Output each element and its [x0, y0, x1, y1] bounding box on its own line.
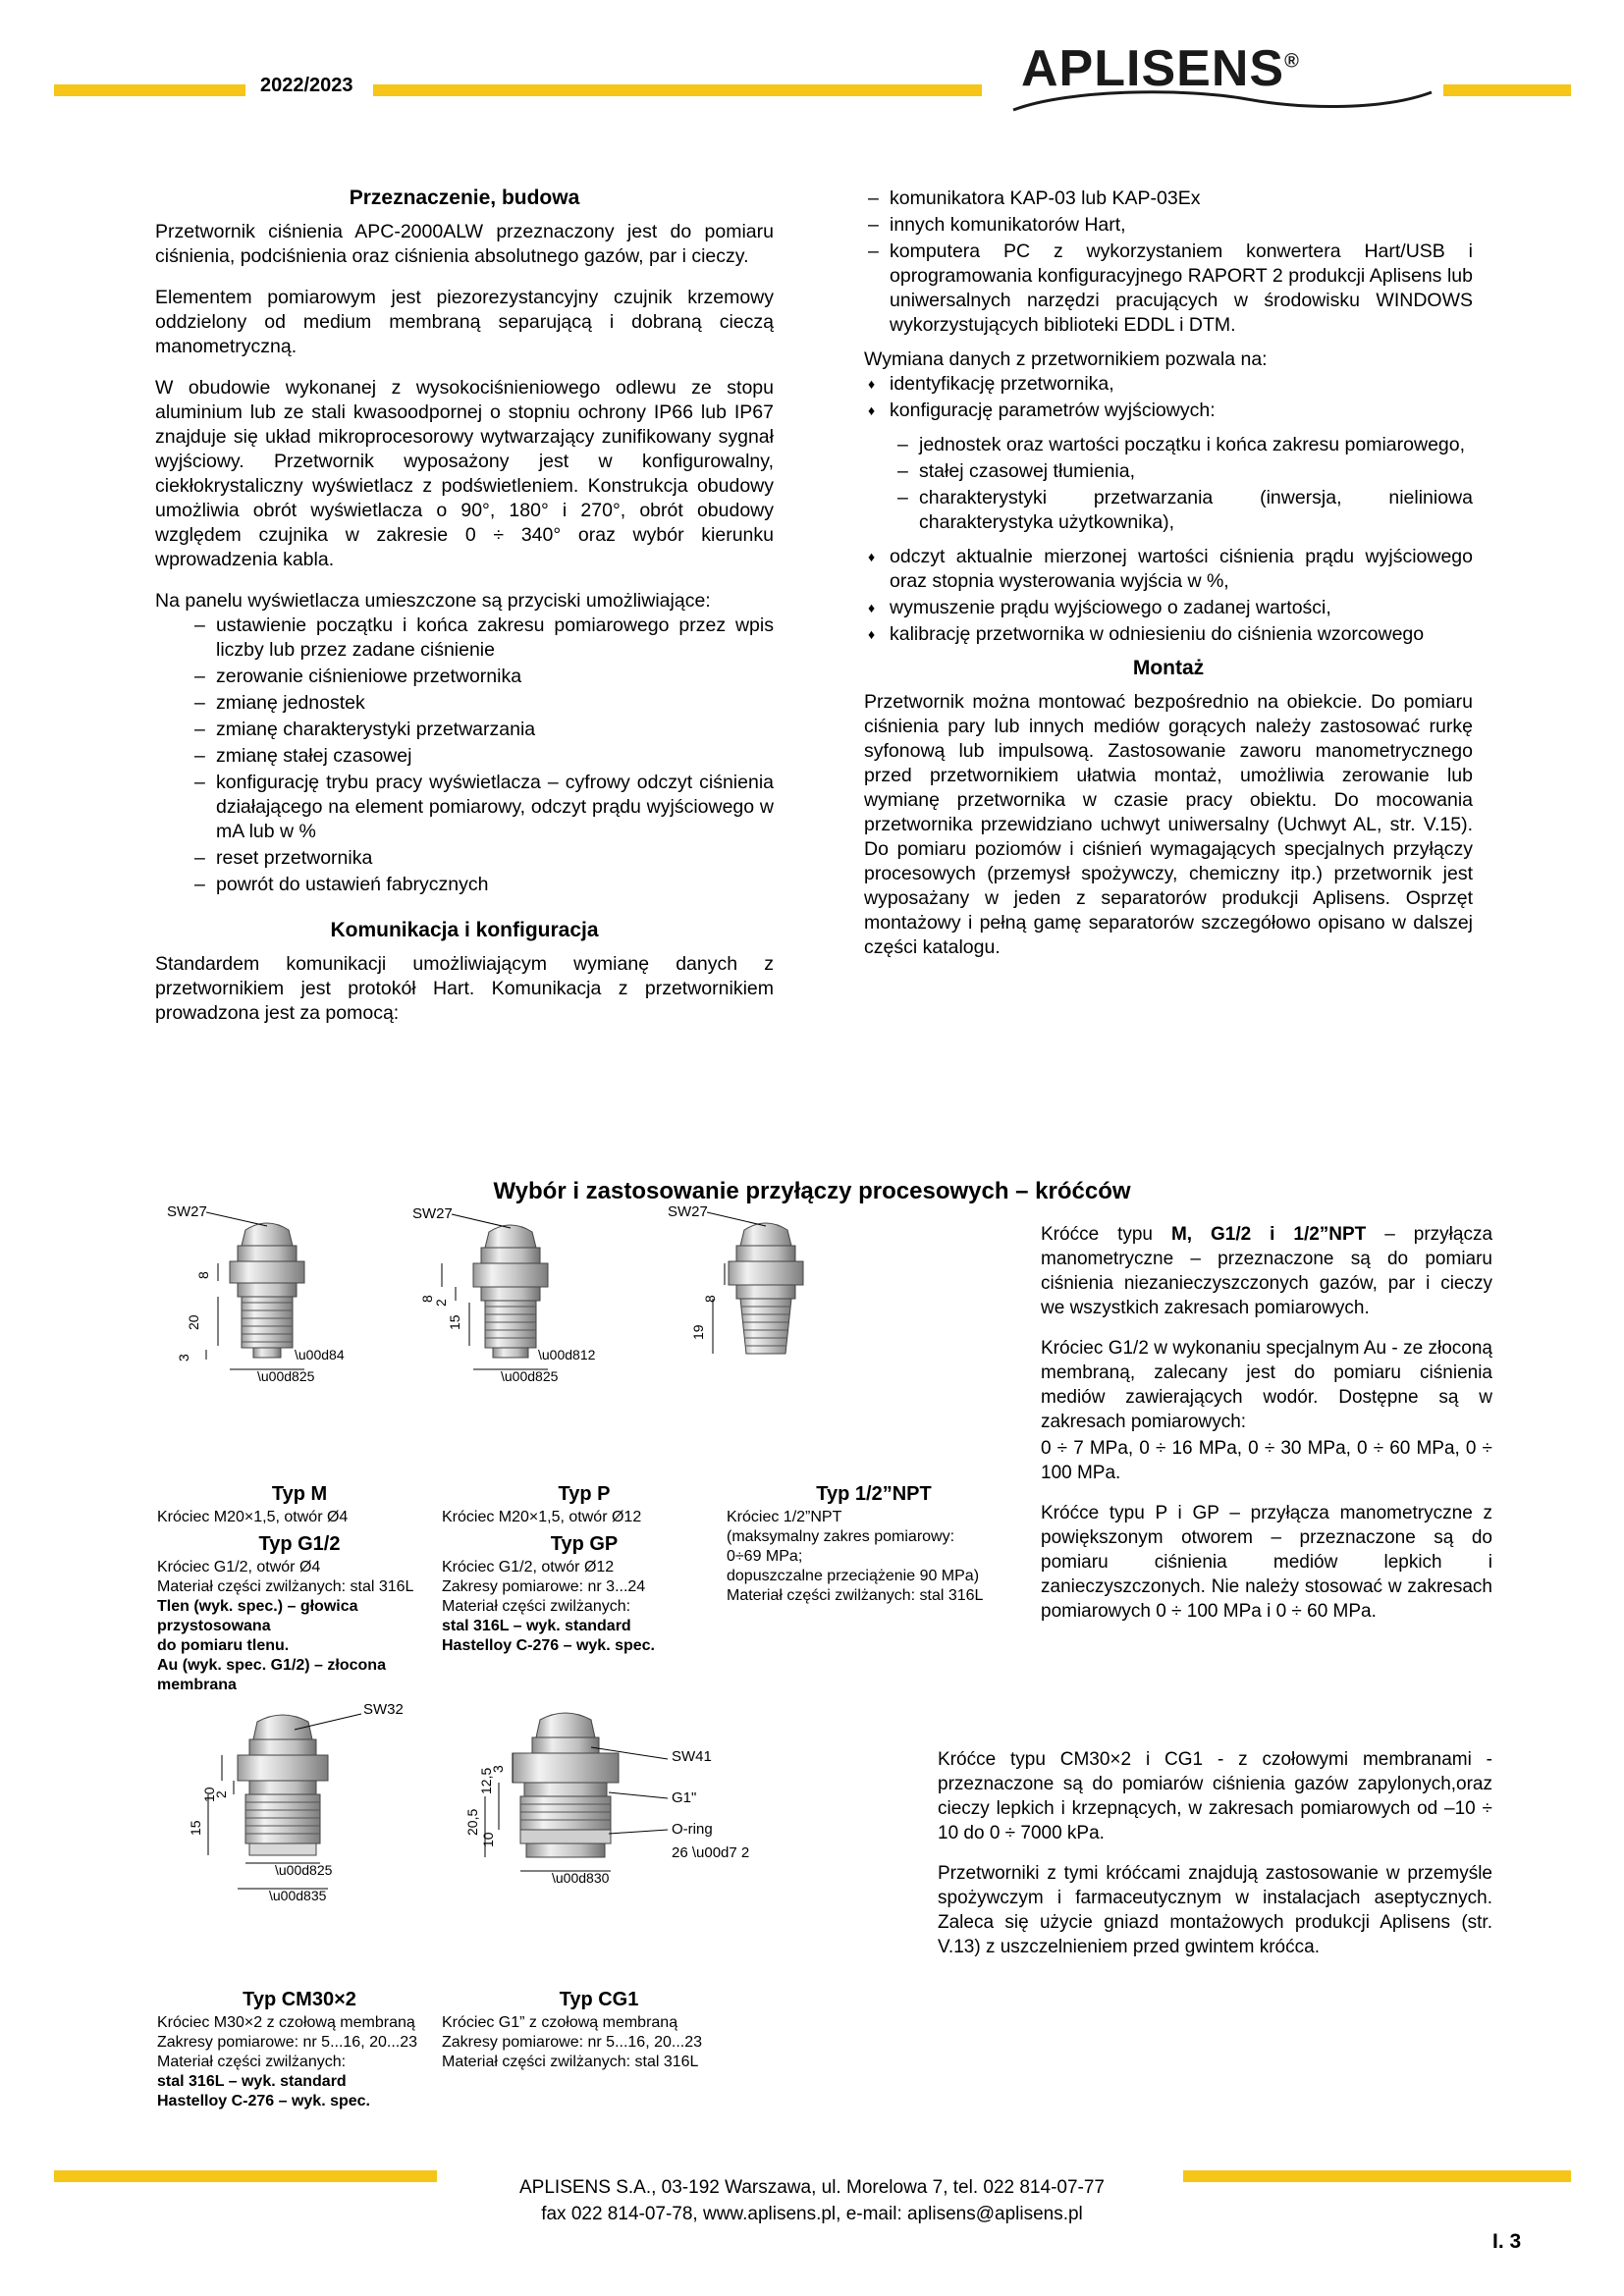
- drawing-typ-m: [167, 1203, 345, 1384]
- paragraph-data-exchange: Wymiana danych z przetwornikiem pozwala na:: [864, 348, 1268, 370]
- figure-title-typ-m: Typ M: [271, 1483, 328, 1505]
- dim-d25-fig4: \u00d825: [275, 1862, 333, 1878]
- dim-3-fig1: 3: [176, 1354, 191, 1362]
- side-text-connections-2: [938, 1747, 1492, 1975]
- dim-205-fig5: 20,5: [464, 1808, 480, 1836]
- figure-caption-line: dopuszczalne przeciążenie 90 MPa): [727, 1568, 980, 1584]
- label-sw41: SW41: [672, 1748, 712, 1765]
- paragraph-side2-1: Króćce typu CM30×2 i CG1 - z czołowymi membranami - przeznaczone są do pomiarów ciśnienia gazów zapylonych,oraz cieczy lepkich i krzepnących, w zakresach pomiarowych od –10 ÷ 10 do 0 ÷ 7000 kPa.: [938, 1749, 1492, 1843]
- dim-8-fig2: 8: [419, 1295, 435, 1303]
- figure-title-typ-g12: Typ G1/2: [258, 1533, 341, 1555]
- paragraph-purpose-3: W obudowie wykonanej z wysokociśnieniowego odlewu ze stopu aluminium lub ze stali kwasoodpornej o stopniu ochrony IP66 lub IP67 znajduje się układ mikroprocesorowy wytwarzający zunifikowany sygnał wyjściowy. Przetwornik wyposażony jest w konfigurowalny, ciekłokrystaliczny wyświetlacz z podświetleniem. Konstrukcja obudowy umożliwia obrót wyświetlacza o 90°, 180° i 270°, obrót obudowy względem czujnika w zakresie 0 ÷ 340° oraz wybór kierunku wprowadzenia kabla.: [155, 377, 774, 570]
- list-data-exchange-2: [864, 545, 1473, 647]
- page-number: I. 3: [1492, 2230, 1522, 2253]
- figure-title-typ-p: Typ P: [558, 1483, 611, 1505]
- dim-d35-fig4: \u00d835: [269, 1888, 327, 1903]
- dim-3-fig5: 3: [490, 1765, 506, 1773]
- dim-19-fig3: 19: [690, 1324, 706, 1340]
- figure-caption-line: Zakresy pomiarowe: nr 5...16, 20...23: [442, 2034, 703, 2051]
- paragraph-side-2: Króciec G1/2 w wykonaniu specjalnym Au - ze złoconą membraną, zalecany jest do pomiaru ciśnienia mediów zawierających wodór. Dostępne są w zakresach pomiarowych:: [1041, 1338, 1492, 1432]
- section-title-process-connections: Wybór i zastosowanie przyłączy procesowych – króćców: [493, 1178, 1131, 1204]
- list-item: – konfigurację trybu pracy wyświetlacza – cyfrowy odczyt ciśnienia działającego na element pomiarowy, odczyt prądu wyjściowego w mA lub w %: [190, 771, 774, 844]
- dim-15-fig4: 15: [188, 1820, 203, 1836]
- figure-caption-line: Króciec G1/2, otwór Ø12: [442, 1559, 615, 1575]
- paragraph-montaz: Przetwornik można montować bezpośrednio na obiekcie. Do pomiaru ciśnienia pary lub innych mediów gorących należy zastosować rurkę syfonową lub impulsową. Zastosowanie zaworu manometrycznego przed przetwornikiem ułatwia montaż, umożliwia zerowanie lub wymianę przetwornika w czasie pracy obiektu. Do mocowania przetwornika przewidziano uchwyt uniwersalny (Uchwyt AL, str. V.15). Do pomiaru poziomów i ciśnień wymagających specjalnych przyłączy procesowych (przemysł spożywczy, chemiczny itp.) przetwornik jest wyposażany w jeden z separatorów produkcji Aplisens. Osprzęt montażowy i pełną gamę separatorów szczegółowo opisano w dalszej części katalogu.: [864, 691, 1473, 958]
- logo-swoosh-icon: [1011, 86, 1434, 112]
- list-panel-functions: [190, 614, 774, 897]
- paragraph-side-2b: 0 ÷ 7 MPa, 0 ÷ 16 MPa, 0 ÷ 30 MPa, 0 ÷ 60 MPa, 0 ÷ 100 MPa.: [1041, 1438, 1492, 1483]
- list-item: – reset przetwornika: [190, 846, 774, 871]
- list-item: ♦ identyfikację przetwornika,: [864, 372, 1473, 397]
- list-item: – powrót do ustawień fabrycznych: [190, 873, 774, 897]
- dim-10-fig5: 10: [480, 1832, 496, 1847]
- list-item: – zmianę charakterystyki przetwarzania: [190, 718, 774, 742]
- label-sw27-fig1: SW27: [167, 1203, 207, 1220]
- side-text-connections-1: [1041, 1222, 1492, 1639]
- dim-2-fig4: 2: [213, 1790, 229, 1798]
- footer-line-1: APLISENS S.A., 03-192 Warszawa, ul. Morelowa 7, tel. 022 814-07-77: [519, 2177, 1105, 2198]
- paragraph-side-1: [1041, 1222, 1492, 1320]
- aplisens-logo: [1021, 39, 1434, 108]
- list-item: – stałej czasowej tłumienia,: [893, 459, 1473, 484]
- figure-caption-line: Materiał części zwilżanych: stal 316L: [157, 1578, 414, 1595]
- text-fragment: Króćce typu: [1041, 1224, 1171, 1245]
- figure-caption-line: Króciec M30×2 z czołową membraną: [157, 2014, 415, 2031]
- figure-caption-line: Zakresy pomiarowe: nr 3...24: [442, 1578, 646, 1595]
- header-accent-bar-left: [54, 84, 245, 96]
- label-sw27-fig3: SW27: [668, 1203, 708, 1220]
- dim-8-fig3: 8: [702, 1295, 718, 1303]
- label-g1: G1": [672, 1789, 697, 1806]
- figure-caption-line: Materiał części zwilżanych:: [157, 2054, 347, 2070]
- drawing-typ-p: [412, 1205, 596, 1384]
- list-item: – zmianę stałej czasowej: [190, 744, 774, 769]
- figure-caption-line: Króciec G1/2, otwór Ø4: [157, 1559, 321, 1575]
- list-item: – komunikatora KAP-03 lub KAP-03Ex: [864, 187, 1473, 211]
- figure-caption-line: 0÷69 MPa;: [727, 1548, 803, 1565]
- section-title-communication: Komunikacja i konfiguracja: [330, 919, 599, 941]
- process-connection-drawings-row2: [147, 1701, 933, 1983]
- figure-title-cm30: Typ CM30×2: [243, 1989, 356, 2010]
- list-item: ♦ konfigurację parametrów wyjściowych:: [864, 399, 1473, 423]
- figure-caption-line: Hastelloy C-276 – wyk. spec.: [157, 2093, 370, 2109]
- header-accent-bar-middle: [373, 84, 982, 96]
- figure-title-typ-gp: Typ GP: [550, 1533, 619, 1555]
- text-fragment: – przyłącza manometryczne – przeznaczone są do pomiaru ciśnienia niezanieczyszczonych gazów, par i cieczy we wszystkich zakresach pomiarowych.: [1041, 1224, 1493, 1318]
- figure-caption-line: Króciec G1” z czołową membraną: [442, 2014, 678, 2031]
- dim-10-fig4: 10: [201, 1787, 217, 1802]
- footer-contact: [0, 2174, 1624, 2227]
- dim-20-fig1: 20: [186, 1314, 201, 1330]
- figure-title-typ-npt: Typ 1/2”NPT: [816, 1483, 932, 1505]
- figure-row-1: [147, 1203, 1011, 1693]
- header-accent-bar-right: [1443, 84, 1571, 96]
- figure-caption-typ-m: Króciec M20×1,5, otwór Ø4: [157, 1509, 349, 1525]
- header-year: 2022/2023: [260, 75, 353, 96]
- logo-registered-icon: ®: [1284, 50, 1300, 73]
- list-item: – jednostek oraz wartości początku i końca zakresu pomiarowego,: [893, 433, 1473, 457]
- list-item: ♦ kalibrację przetwornika w odniesieniu do ciśnienia wzorcowego: [864, 622, 1473, 647]
- figure-caption-line: Materiał części zwilżanych: stal 316L: [442, 2054, 699, 2070]
- process-connection-drawings-row1: [147, 1203, 1011, 1477]
- list-item: – komputera PC z wykorzystaniem konwertera Hart/USB i oprogramowania konfiguracyjnego RAPORT 2 produkcji Aplisens lub uniwersalnych narzędzi pracujących w środowisku WINDOWS wykorzystujących biblioteki EDDL i DTM.: [864, 240, 1473, 338]
- list-item: ♦ wymuszenie prądu wyjściowego o zadanej wartości,: [864, 596, 1473, 620]
- section-title-montaz: Montaż: [1132, 657, 1205, 679]
- list-communication-devices: [864, 187, 1473, 338]
- figure-caption-line: Zakresy pomiarowe: nr 5...16, 20...23: [157, 2034, 418, 2051]
- list-item: – zmianę jednostek: [190, 691, 774, 716]
- label-oring: O-ring: [672, 1821, 713, 1838]
- figure-row-2: [147, 1701, 1011, 2120]
- drawing-typ-cg1: [464, 1713, 749, 1886]
- figure-caption-line: stal 316L – wyk. standard: [442, 1618, 631, 1634]
- paragraph-panel-buttons: Na panelu wyświetlacza umieszczone są przyciski umożliwiające:: [155, 590, 711, 612]
- figure-caption-typ-p: Króciec M20×1,5, otwór Ø12: [442, 1509, 642, 1525]
- list-item: – innych komunikatorów Hart,: [864, 213, 1473, 238]
- label-sw27-fig2: SW27: [412, 1205, 453, 1222]
- text-bold-fragment: M, G1/2 i 1/2”NPT: [1170, 1224, 1367, 1245]
- figure-title-cg1: Typ CG1: [559, 1989, 639, 2010]
- dim-15-fig2: 15: [447, 1314, 462, 1330]
- drawing-typ-npt: [668, 1203, 803, 1354]
- section-title-purpose: Przeznaczenie, budowa: [349, 187, 580, 209]
- figure-caption-line: Króciec 1/2”NPT: [727, 1509, 842, 1525]
- list-output-parameters: [893, 433, 1473, 535]
- page-header: [0, 0, 1624, 137]
- dim-d30-fig5: \u00d830: [552, 1870, 610, 1886]
- dim-d12-fig2: \u00d812: [538, 1347, 596, 1362]
- label-sw32: SW32: [363, 1701, 404, 1718]
- left-column: [155, 187, 774, 1042]
- figure-caption-line: stal 316L – wyk. standard: [157, 2073, 347, 2090]
- dim-d25-fig1: \u00d825: [257, 1368, 315, 1384]
- figure-caption-line: do pomiaru tlenu.: [157, 1637, 290, 1654]
- list-item: – charakterystyki przetwarzania (inwersja, nieliniowa charakterystyka użytkownika),: [893, 486, 1473, 535]
- paragraph-purpose-2: Elementem pomiarowym jest piezorezystancyjny czujnik krzemowy oddzielony od medium membraną separującą i dobraną cieczą manometryczną.: [155, 287, 774, 357]
- figure-caption-line: Hastelloy C-276 – wyk. spec.: [442, 1637, 655, 1654]
- dim-2-fig2: 2: [433, 1299, 449, 1307]
- list-data-exchange-1: [864, 372, 1473, 423]
- footer-line-2: fax 022 814-07-78, www.aplisens.pl, e-mail: aplisens@aplisens.pl: [541, 2204, 1083, 2224]
- list-item: – zerowanie ciśnieniowe przetwornika: [190, 665, 774, 689]
- figure-caption-line: Au (wyk. spec. G1/2) – złocona membrana: [157, 1657, 386, 1693]
- figure-caption-line: Materiał części zwilżanych: stal 316L: [727, 1587, 984, 1604]
- list-item: ♦ odczyt aktualnie mierzonej wartości ciśnienia prądu wyjściowego oraz stopnia wysterowania wyjścia w %,: [864, 545, 1473, 594]
- paragraph-purpose-1: Przetwornik ciśnienia APC-2000ALW przeznaczony jest do pomiaru ciśnienia, podciśnienia oraz ciśnienia absolutnego gazów, par i cieczy.: [155, 221, 774, 267]
- figure-caption-line: (maksymalny zakres pomiarowy:: [727, 1528, 955, 1545]
- label-26x2: 26 \u00d7 2: [672, 1844, 750, 1861]
- drawing-typ-cm30: [188, 1701, 404, 1903]
- logo-brand: APLISENS: [1021, 40, 1285, 97]
- dim-d4-fig1: \u00d84: [295, 1347, 345, 1362]
- paragraph-side2-2: Przetworniki z tymi króćcami znajdują zastosowanie w przemyśle spożywczym i farmaceutycznym w instalacjach aseptycznych. Zaleca się użycie gniazd montażowych produkcji Aplisens (str. V.13) z uszczelnieniem przed gwintem króćca.: [938, 1863, 1492, 1957]
- dim-125-fig5: 12,5: [478, 1767, 494, 1794]
- right-column: [864, 187, 1473, 977]
- figure-caption-line: Tlen (wyk. spec.) – głowica przystosowana: [157, 1598, 358, 1634]
- dim-d25-fig2: \u00d825: [501, 1368, 559, 1384]
- paragraph-side-3: Króćce typu P i GP – przyłącza manometryczne z powiększonym otworem – przeznaczone są do pomiaru ciśnienia mediów lepkich i zanieczyszczonych. Nie należy stosować w zakresach pomiarowych 0 ÷ 100 MPa i 0 ÷ 60 MPa.: [1041, 1503, 1492, 1622]
- paragraph-communication: Standardem komunikacji umożliwiającym wymianę danych z przetwornikiem jest protokół Hart. Komunikacja z przetwornikiem prowadzona jest za pomocą:: [155, 953, 774, 1024]
- dim-8-fig1: 8: [195, 1271, 211, 1279]
- figure-caption-line: Materiał części zwilżanych:: [442, 1598, 631, 1615]
- list-item: – ustawienie początku i końca zakresu pomiarowego przez wpis liczby lub przez zadane ciśnienie: [190, 614, 774, 663]
